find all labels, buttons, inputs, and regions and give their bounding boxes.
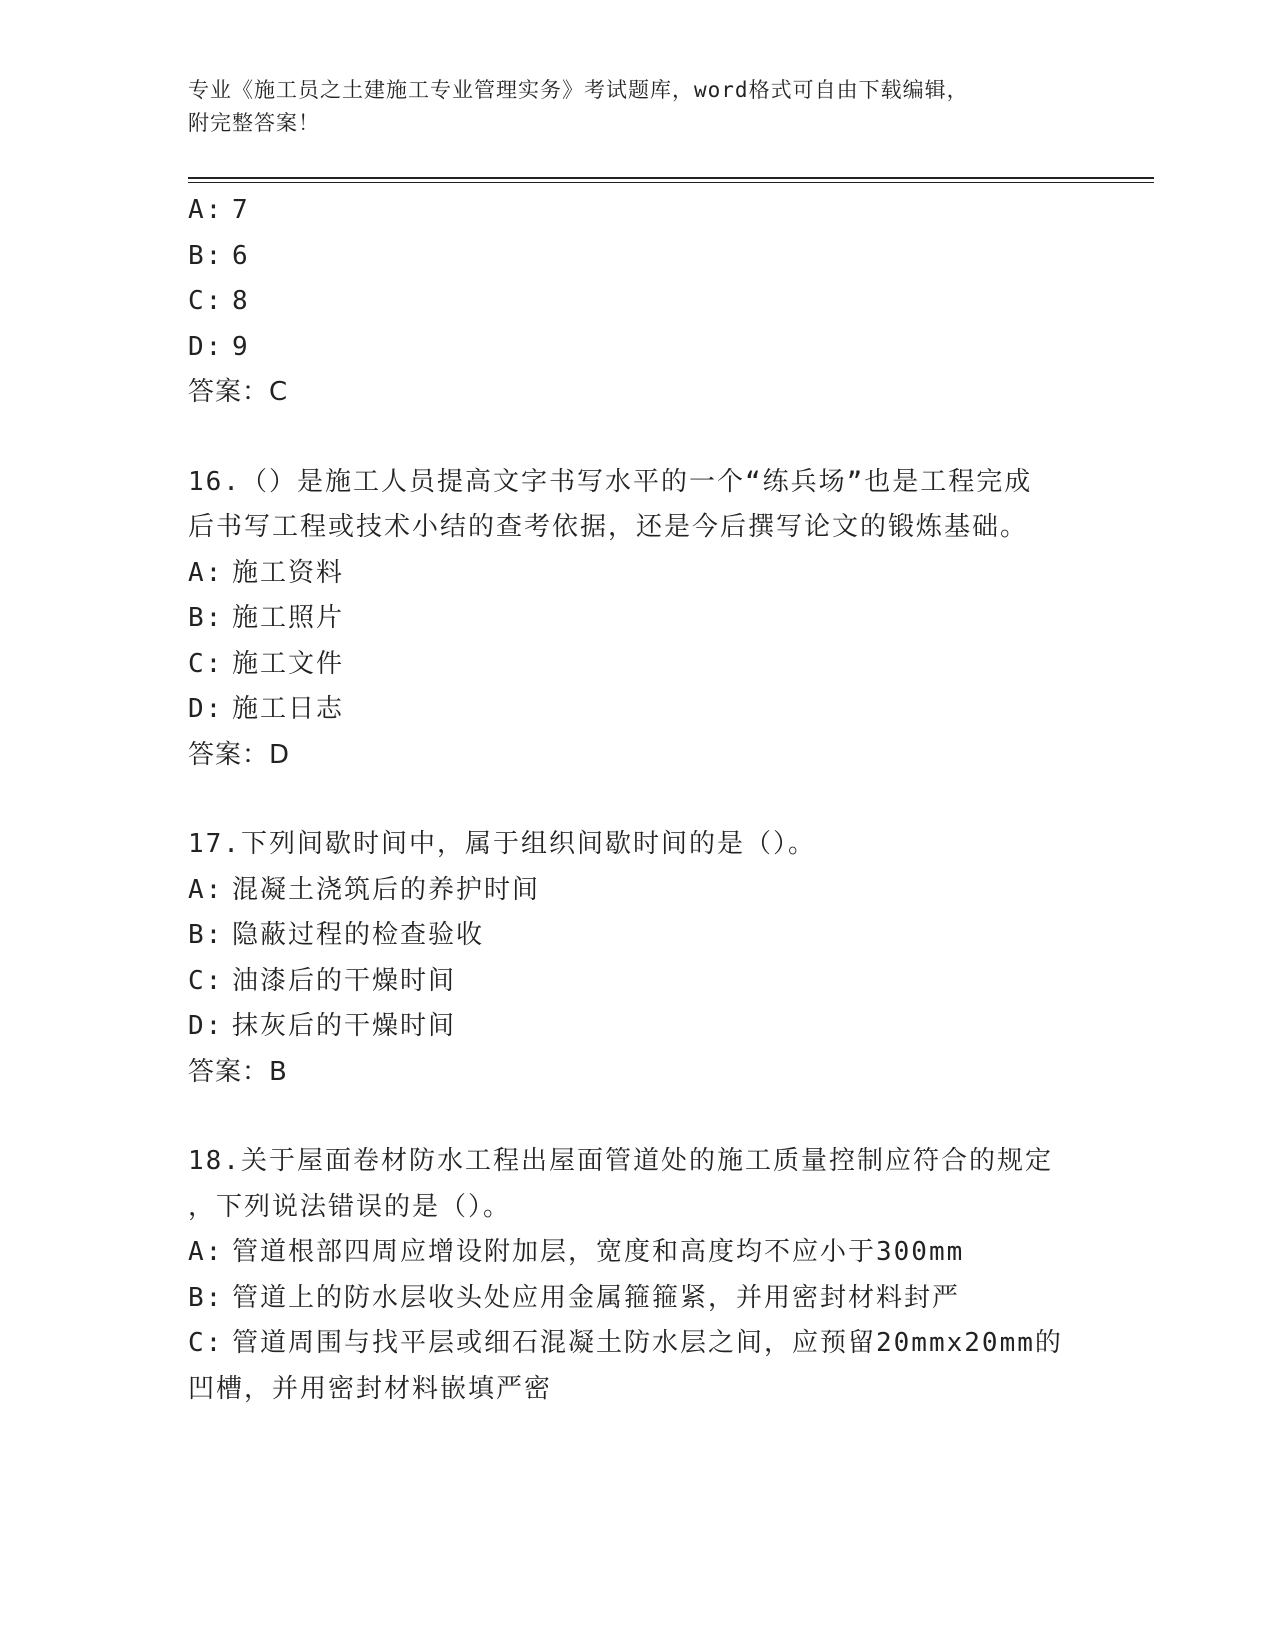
question-stem: 18.关于屋面卷材防水工程出屋面管道处的施工质量控制应符合的规定 [188, 1146, 1053, 1176]
option-d: D: 抹灰后的干燥时间 [188, 1011, 457, 1041]
header-line-2: 附完整答案！ [188, 111, 320, 135]
question-17 [188, 822, 1088, 1095]
document-header [188, 74, 1088, 140]
option-a: A: 7 [188, 195, 250, 225]
question-stem-cont: ，下列说法错误的是（）。 [188, 1191, 512, 1222]
option-c-cont: 凹槽，并用密封材料嵌填严密 [188, 1373, 553, 1404]
option-a: A: 管道根部四周应增设附加层，宽度和高度均不应小于300mm [188, 1237, 965, 1267]
question-18 [188, 1139, 1088, 1412]
option-d: D: 9 [188, 331, 250, 362]
question-stem-cont: 后书写工程或技术小结的查考依据，还是今后撰写论文的锻炼基础。 [188, 512, 1029, 542]
answer-text: 答案：D [188, 739, 291, 770]
question-15 [188, 188, 1088, 416]
answer-text: 答案：B [188, 1056, 288, 1087]
option-a: A: 混凝土浇筑后的养护时间 [188, 874, 541, 905]
question-stem: 17.下列间歇时间中，属于组织间歇时间的是（）。 [188, 829, 816, 859]
document-body [188, 188, 1088, 1412]
header-divider-thin [188, 182, 1154, 183]
answer-text: 答案：C [188, 377, 289, 407]
option-b: B: 施工照片 [188, 603, 345, 633]
option-d: D: 施工日志 [188, 694, 345, 724]
option-c: C: 油漆后的干燥时间 [188, 965, 457, 996]
option-c: C: 施工文件 [188, 648, 345, 679]
option-b: B: 隐蔽过程的检查验收 [188, 920, 485, 950]
option-a: A: 施工资料 [188, 557, 345, 588]
question-16 [188, 460, 1088, 779]
question-stem: 16.（）是施工人员提高文字书写水平的一个“练兵场”也是工程完成 [188, 466, 1033, 497]
option-c: C: 8 [188, 286, 250, 316]
option-b: B: 6 [188, 240, 250, 271]
header-divider-thick [188, 177, 1154, 179]
option-c: C: 管道周围与找平层或细石混凝土防水层之间，应预留20mmx20mm的 [188, 1328, 1063, 1358]
header-line-1: 专业《施工员之土建施工专业管理实务》考试题库，word格式可自由下载编辑， [188, 78, 969, 102]
option-b: B: 管道上的防水层收头处应用金属箍箍紧，并用密封材料封严 [188, 1282, 961, 1313]
